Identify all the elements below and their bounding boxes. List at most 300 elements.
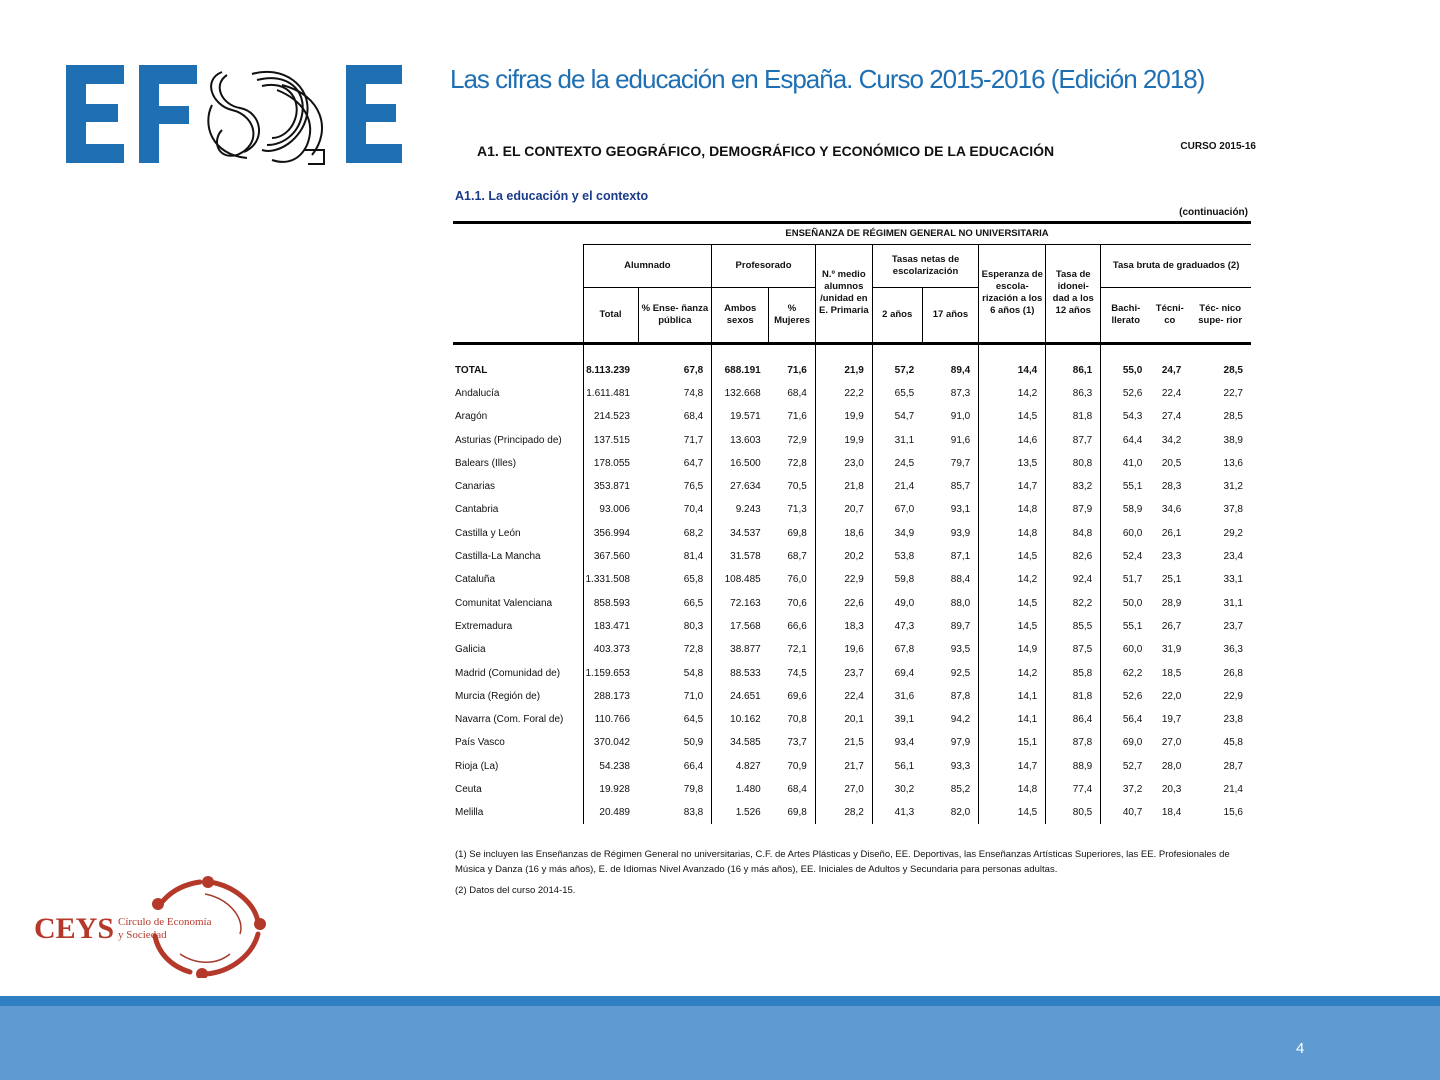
table-cell: 22,4 [815, 685, 872, 708]
table-row [453, 778, 1251, 801]
sub-mujeres: % Mujeres [769, 288, 816, 344]
table-cell: 70,4 [683, 504, 704, 516]
table-cell: 54,3 [1101, 405, 1151, 428]
table-cell: 71,7 [683, 434, 704, 446]
table-cell: 14,4 [979, 359, 1046, 382]
table-row [453, 801, 1251, 824]
table-cell: 370.042 [583, 731, 638, 754]
table-cell: 13,5 [979, 452, 1046, 475]
table-cell: 81,8 [1046, 685, 1101, 708]
group-header: ENSEÑANZA DE RÉGIMEN GENERAL NO UNIVERSITARIA [583, 223, 1251, 245]
table-cell: 51,7 [1101, 568, 1151, 591]
table-cell: 19.928 [583, 778, 638, 801]
sub-total: Total [583, 288, 638, 344]
table-cell: 14,7 [979, 475, 1046, 498]
table-cell: 47,3 [872, 615, 922, 638]
table-cell: 87,8 [1046, 731, 1101, 754]
table-cell: 66,5 [683, 597, 704, 609]
table-cell: 33,1 [1223, 574, 1243, 586]
table-cell: 50,0 [1101, 591, 1151, 614]
table-cell: 28,0 [1161, 760, 1182, 772]
table-cell: 49,0 [872, 591, 922, 614]
table-cell: 110.766 [583, 708, 638, 731]
table-cell: 38.877 [712, 638, 769, 661]
table-cell: 24.651 [712, 685, 769, 708]
table-cell: 55,0 [1101, 359, 1151, 382]
table-cell: 858.593 [583, 591, 638, 614]
header-profesorado: Profesorado [712, 245, 816, 288]
table-cell: 54,7 [872, 405, 922, 428]
table-cell: 40,7 [1101, 801, 1151, 824]
table-cell: 89,7 [950, 620, 971, 632]
table-cell: 14,5 [979, 405, 1046, 428]
table-cell: 23,8 [1223, 714, 1243, 726]
table-row [453, 755, 1251, 778]
table-cell: 71,6 [787, 364, 807, 376]
table-cell: 67,8 [872, 638, 922, 661]
table-row [453, 615, 1251, 638]
table-cell: 1.331.508 [583, 568, 638, 591]
table-cell: 89,4 [950, 364, 971, 376]
table-cell: 93,9 [950, 527, 971, 539]
table-cell: 66,6 [787, 620, 807, 632]
table-cell: 83,2 [1046, 475, 1101, 498]
table-cell: 14,1 [979, 708, 1046, 731]
table-cell: 68,4 [683, 411, 704, 423]
ceys-line2: y Sociedad [118, 929, 167, 941]
table-cell: 52,6 [1101, 685, 1151, 708]
table-cell: 84,8 [1046, 522, 1101, 545]
table-cell: 56,1 [872, 755, 922, 778]
table-cell: 22,9 [1223, 690, 1243, 702]
table-cell: 83,8 [683, 807, 704, 819]
row-label: Cantabria [455, 504, 499, 516]
table-cell: 34.537 [712, 522, 769, 545]
table-cell: 97,9 [950, 737, 971, 749]
table-cell: 52,7 [1101, 755, 1151, 778]
table-cell: 64,5 [683, 714, 704, 726]
table-cell: 30,2 [872, 778, 922, 801]
table-cell: 74,8 [683, 387, 704, 399]
efse-logo [62, 60, 407, 168]
page-number: 4 [1296, 1040, 1305, 1057]
table-cell: 93,5 [950, 644, 971, 656]
table-cell: 72,8 [787, 457, 807, 469]
table-cell: 10.162 [712, 708, 769, 731]
table-cell: 85,8 [1046, 661, 1101, 684]
table-cell: 92,4 [1046, 568, 1101, 591]
sub-tecnico: Técni- co [1150, 288, 1189, 344]
table-cell: 65,5 [872, 382, 922, 405]
table-cell: 88,0 [950, 597, 971, 609]
table-cell: 80,3 [683, 620, 704, 632]
table-cell: 87,3 [950, 387, 971, 399]
table-cell: 8.113.239 [583, 359, 638, 382]
table-cell: 52,6 [1101, 382, 1151, 405]
table-cell: 23,0 [815, 452, 872, 475]
table-cell: 73,7 [787, 737, 807, 749]
table-cell: 28,9 [1161, 597, 1182, 609]
table-cell: 28,3 [1161, 481, 1182, 493]
table-cell: 79,8 [683, 783, 704, 795]
table-cell: 65,8 [683, 574, 704, 586]
table-cell: 52,4 [1101, 545, 1151, 568]
row-label: Melilla [455, 807, 484, 819]
table-cell: 21,4 [1223, 783, 1243, 795]
table-cell: 92,5 [950, 667, 971, 679]
table-cell: 66,4 [683, 760, 704, 772]
table-cell: 81,8 [1046, 405, 1101, 428]
table-cell: 80,5 [1046, 801, 1101, 824]
table-cell: 70,5 [787, 481, 807, 493]
table-cell: 31,1 [872, 428, 922, 451]
table-cell: 70,8 [787, 714, 807, 726]
slide-title: Las cifras de la educación en España. Curso 2015-2016 (Edición 2018) [450, 64, 1205, 94]
table-cell: 21,8 [815, 475, 872, 498]
header-esperanza: Esperanza de escola- rización a los 6 años (1) [979, 245, 1046, 344]
table-cell: 22,7 [1223, 387, 1243, 399]
table-cell: 14,8 [979, 498, 1046, 521]
row-label: Madrid (Comunidad de) [455, 667, 561, 679]
table-cell: 56,4 [1101, 708, 1151, 731]
table-cell: 86,4 [1046, 708, 1101, 731]
table-cell: 108.485 [712, 568, 769, 591]
table-cell: 72.163 [712, 591, 769, 614]
header-tasas-netas: Tasas netas de escolarización [872, 245, 978, 288]
table-row [453, 475, 1251, 498]
table-cell: 14,7 [979, 755, 1046, 778]
table-cell: 1.159.653 [583, 661, 638, 684]
table-cell: 69,8 [787, 807, 807, 819]
table-cell: 69,8 [787, 527, 807, 539]
table-cell: 13.603 [712, 428, 769, 451]
table-cell: 74,5 [787, 667, 807, 679]
row-label: Aragón [455, 411, 488, 423]
table-cell: 20,2 [815, 545, 872, 568]
table-cell: 37,8 [1223, 504, 1243, 516]
section-title: A1. EL CONTEXTO GEOGRÁFICO, DEMOGRÁFICO Y ECONÓMICO DE LA EDUCACIÓN [477, 143, 1055, 159]
sub-bachillerato: Bachi- llerato [1101, 288, 1151, 344]
table-cell: 94,2 [950, 714, 971, 726]
table-cell: 86,3 [1046, 382, 1101, 405]
table-cell: 85,2 [950, 783, 971, 795]
sub-17-anos: 17 años [922, 288, 979, 344]
row-label: Ceuta [455, 783, 482, 795]
table-cell: 82,2 [1046, 591, 1101, 614]
header-medio-alumnos: N.º medio alumnos /unidad en E. Primaria [815, 245, 872, 344]
table-row [453, 685, 1251, 708]
table-cell: 31,9 [1161, 644, 1182, 656]
table-cell: 23,7 [815, 661, 872, 684]
row-label: Andalucía [455, 387, 500, 399]
table-cell: 87,1 [950, 551, 971, 563]
table-cell: 26,8 [1223, 667, 1243, 679]
table-cell: 1.611.481 [583, 382, 638, 405]
table-cell: 26,7 [1161, 620, 1182, 632]
table-cell: 67,8 [683, 364, 704, 376]
table-cell: 15,6 [1223, 807, 1243, 819]
row-label: Balears (Illes) [455, 457, 517, 469]
table-cell: 19,6 [815, 638, 872, 661]
table-cell: 15,1 [979, 731, 1046, 754]
footnotes [455, 847, 1255, 904]
sub-2-anos: 2 años [872, 288, 922, 344]
table-cell: 54,8 [683, 667, 704, 679]
table-cell: 27,4 [1161, 411, 1182, 423]
table-cell: 82,6 [1046, 545, 1101, 568]
table-cell: 17.568 [712, 615, 769, 638]
table-cell: 34,2 [1161, 434, 1182, 446]
table-cell: 93,1 [950, 504, 971, 516]
table-cell: 14,8 [979, 778, 1046, 801]
continuation-label: (continuación) [1179, 207, 1248, 218]
table-cell: 14,1 [979, 685, 1046, 708]
table-cell: 19.571 [712, 405, 769, 428]
table-row [453, 522, 1251, 545]
table-cell: 64,7 [683, 457, 704, 469]
table-cell: 93,4 [872, 731, 922, 754]
row-label: Castilla-La Mancha [455, 551, 541, 563]
row-label: Galicia [455, 644, 486, 656]
table-cell: 14,8 [979, 522, 1046, 545]
table-cell: 53,8 [872, 545, 922, 568]
table-cell: 67,0 [872, 498, 922, 521]
table-cell: 34.585 [712, 731, 769, 754]
table-cell: 403.373 [583, 638, 638, 661]
table-cell: 57,2 [872, 359, 922, 382]
table-cell: 22,4 [1161, 387, 1182, 399]
table-cell: 68,7 [787, 551, 807, 563]
table-cell: 24,7 [1161, 364, 1182, 376]
table-cell: 91,6 [950, 434, 971, 446]
table-cell: 82,0 [950, 807, 971, 819]
row-label: Navarra (Com. Foral de) [455, 714, 564, 726]
ceys-logo [30, 874, 270, 978]
table-cell: 14,6 [979, 428, 1046, 451]
row-label: Castilla y León [455, 527, 521, 539]
header-alumnado: Alumnado [583, 245, 712, 288]
table-cell: 183.471 [583, 615, 638, 638]
table-row [453, 591, 1251, 614]
table-cell: 69,0 [1101, 731, 1151, 754]
table-cell: 41,3 [872, 801, 922, 824]
table-cell: 178.055 [583, 452, 638, 475]
table-cell: 79,7 [950, 457, 971, 469]
table-cell: 54.238 [583, 755, 638, 778]
table-cell: 20,3 [1161, 783, 1182, 795]
table-cell: 14,2 [979, 568, 1046, 591]
table-cell: 18,6 [815, 522, 872, 545]
table-cell: 58,9 [1101, 498, 1151, 521]
table-cell: 19,7 [1161, 714, 1182, 726]
table-cell: 21,7 [815, 755, 872, 778]
table-cell: 20,5 [1161, 457, 1182, 469]
row-label: Canarias [455, 481, 496, 493]
table-cell: 72,9 [787, 434, 807, 446]
table-cell: 28,5 [1223, 411, 1243, 423]
table-row [453, 405, 1251, 428]
table-cell: 31,2 [1223, 481, 1243, 493]
table-row [453, 498, 1251, 521]
footer-bar [0, 1006, 1440, 1080]
table-cell: 88.533 [712, 661, 769, 684]
footnote-2: (2) Datos del curso 2014-15. [455, 885, 576, 896]
table-cell: 14,2 [979, 382, 1046, 405]
table-cell: 14,9 [979, 638, 1046, 661]
education-table [453, 221, 1251, 824]
table-cell: 64,4 [1101, 428, 1151, 451]
table-cell: 22,9 [815, 568, 872, 591]
table-cell: 27.634 [712, 475, 769, 498]
table-cell: 93,3 [950, 760, 971, 772]
row-label: Comunitat Valenciana [455, 597, 553, 609]
table-cell: 9.243 [712, 498, 769, 521]
table-cell: 14,5 [979, 545, 1046, 568]
row-label: Extremadura [455, 620, 513, 632]
table-cell: 86,1 [1046, 359, 1101, 382]
spacer-row [453, 343, 1251, 359]
table-cell: 14,5 [979, 801, 1046, 824]
subsection-title: A1.1. La educación y el contexto [455, 189, 649, 203]
table-cell: 26,1 [1161, 527, 1182, 539]
table-cell: 77,4 [1046, 778, 1101, 801]
table-cell: 23,3 [1161, 551, 1182, 563]
table-cell: 367.560 [583, 545, 638, 568]
sub-tecnico-superior: Téc- nico supe- rior [1189, 288, 1251, 344]
table-cell: 20.489 [583, 801, 638, 824]
table-cell: 21,9 [815, 359, 872, 382]
sub-ambos-sexos: Ambos sexos [712, 288, 769, 344]
table-cell: 23,4 [1223, 551, 1243, 563]
table-row [453, 708, 1251, 731]
table-cell: 45,8 [1223, 737, 1243, 749]
table-cell: 18,4 [1161, 807, 1182, 819]
table-row [453, 428, 1251, 451]
table-cell: 70,9 [787, 760, 807, 772]
table-cell: 288.173 [583, 685, 638, 708]
table-row [453, 638, 1251, 661]
table-cell: 356.994 [583, 522, 638, 545]
table-cell: 72,8 [683, 644, 704, 656]
table-cell: 16.500 [712, 452, 769, 475]
table-cell: 19,9 [815, 405, 872, 428]
table-cell: 76,0 [787, 574, 807, 586]
table-cell: 88,9 [1046, 755, 1101, 778]
table-row [453, 452, 1251, 475]
table-cell: 69,4 [872, 661, 922, 684]
table-cell: 18,3 [815, 615, 872, 638]
row-label: TOTAL [455, 364, 488, 376]
table-cell: 23,7 [1223, 620, 1243, 632]
table-cell: 93.006 [583, 498, 638, 521]
table-cell: 71,0 [683, 690, 704, 702]
footer-accent-line [0, 996, 1440, 1006]
table-cell: 60,0 [1101, 522, 1151, 545]
table-row [453, 545, 1251, 568]
table-cell: 13,6 [1223, 457, 1243, 469]
table-cell: 71,3 [787, 504, 807, 516]
table-cell: 91,0 [950, 411, 971, 423]
table-cell: 80,8 [1046, 452, 1101, 475]
table-cell: 1.480 [712, 778, 769, 801]
table-cell: 14,2 [979, 661, 1046, 684]
table-cell: 71,6 [787, 411, 807, 423]
table-cell: 22,6 [815, 591, 872, 614]
table-cell: 22,2 [815, 382, 872, 405]
table-cell: 34,6 [1161, 504, 1182, 516]
row-label: País Vasco [455, 737, 505, 749]
table-row [453, 731, 1251, 754]
table-cell: 87,9 [1046, 498, 1101, 521]
ceys-line1: Círculo de Economía [118, 916, 212, 928]
table-cell: 81,4 [683, 551, 704, 563]
table-cell: 1.526 [712, 801, 769, 824]
table-cell: 29,2 [1223, 527, 1243, 539]
table-cell: 88,4 [950, 574, 971, 586]
table-cell: 27,0 [815, 778, 872, 801]
table-cell: 31,6 [872, 685, 922, 708]
row-label: Murcia (Región de) [455, 690, 541, 702]
table-cell: 41,0 [1101, 452, 1151, 475]
table-cell: 87,7 [1046, 428, 1101, 451]
table-cell: 27,0 [1161, 737, 1182, 749]
table-cell: 28,5 [1223, 364, 1243, 376]
table-cell: 59,8 [872, 568, 922, 591]
sub-publica: % Ense- ñanza pública [638, 288, 712, 344]
table-cell: 31.578 [712, 545, 769, 568]
table-cell: 62,2 [1101, 661, 1151, 684]
table-cell: 60,0 [1101, 638, 1151, 661]
ceys-acronym: CEYS [34, 912, 115, 945]
table-cell: 20,1 [815, 708, 872, 731]
header-tasa-bruta: Tasa bruta de graduados (2) [1101, 245, 1251, 288]
row-label: Cataluña [455, 574, 496, 586]
table-cell: 38,9 [1223, 434, 1243, 446]
table-cell: 55,1 [1101, 615, 1151, 638]
table-row [453, 568, 1251, 591]
table-cell: 68,4 [787, 387, 807, 399]
table-cell: 18,5 [1161, 667, 1182, 679]
row-label: Rioja (La) [455, 760, 499, 772]
table-cell: 55,1 [1101, 475, 1151, 498]
table-cell: 68,2 [683, 527, 704, 539]
table-cell: 688.191 [712, 359, 769, 382]
table-cell: 70,6 [787, 597, 807, 609]
table-cell: 37,2 [1101, 778, 1151, 801]
table-cell: 25,1 [1161, 574, 1182, 586]
table-cell: 132.668 [712, 382, 769, 405]
table-cell: 24,5 [872, 452, 922, 475]
table-cell: 4.827 [712, 755, 769, 778]
table-cell: 50,9 [683, 737, 704, 749]
table-cell: 28,2 [815, 801, 872, 824]
table-cell: 20,7 [815, 498, 872, 521]
table-row [453, 382, 1251, 405]
row-label: Asturias (Principado de) [455, 434, 562, 446]
table-cell: 36,3 [1223, 644, 1243, 656]
table-cell: 87,8 [950, 690, 971, 702]
table-cell: 19,9 [815, 428, 872, 451]
table-cell: 69,6 [787, 690, 807, 702]
table-body [453, 343, 1251, 824]
table-cell: 85,7 [950, 481, 971, 493]
table-cell: 353.871 [583, 475, 638, 498]
table-cell: 72,1 [787, 644, 807, 656]
curso-label: CURSO 2015-16 [1180, 141, 1256, 152]
table-cell: 39,1 [872, 708, 922, 731]
table-cell: 87,5 [1046, 638, 1101, 661]
header-idoneidad: Tasa de idonei- dad a los 12 años [1046, 245, 1101, 344]
